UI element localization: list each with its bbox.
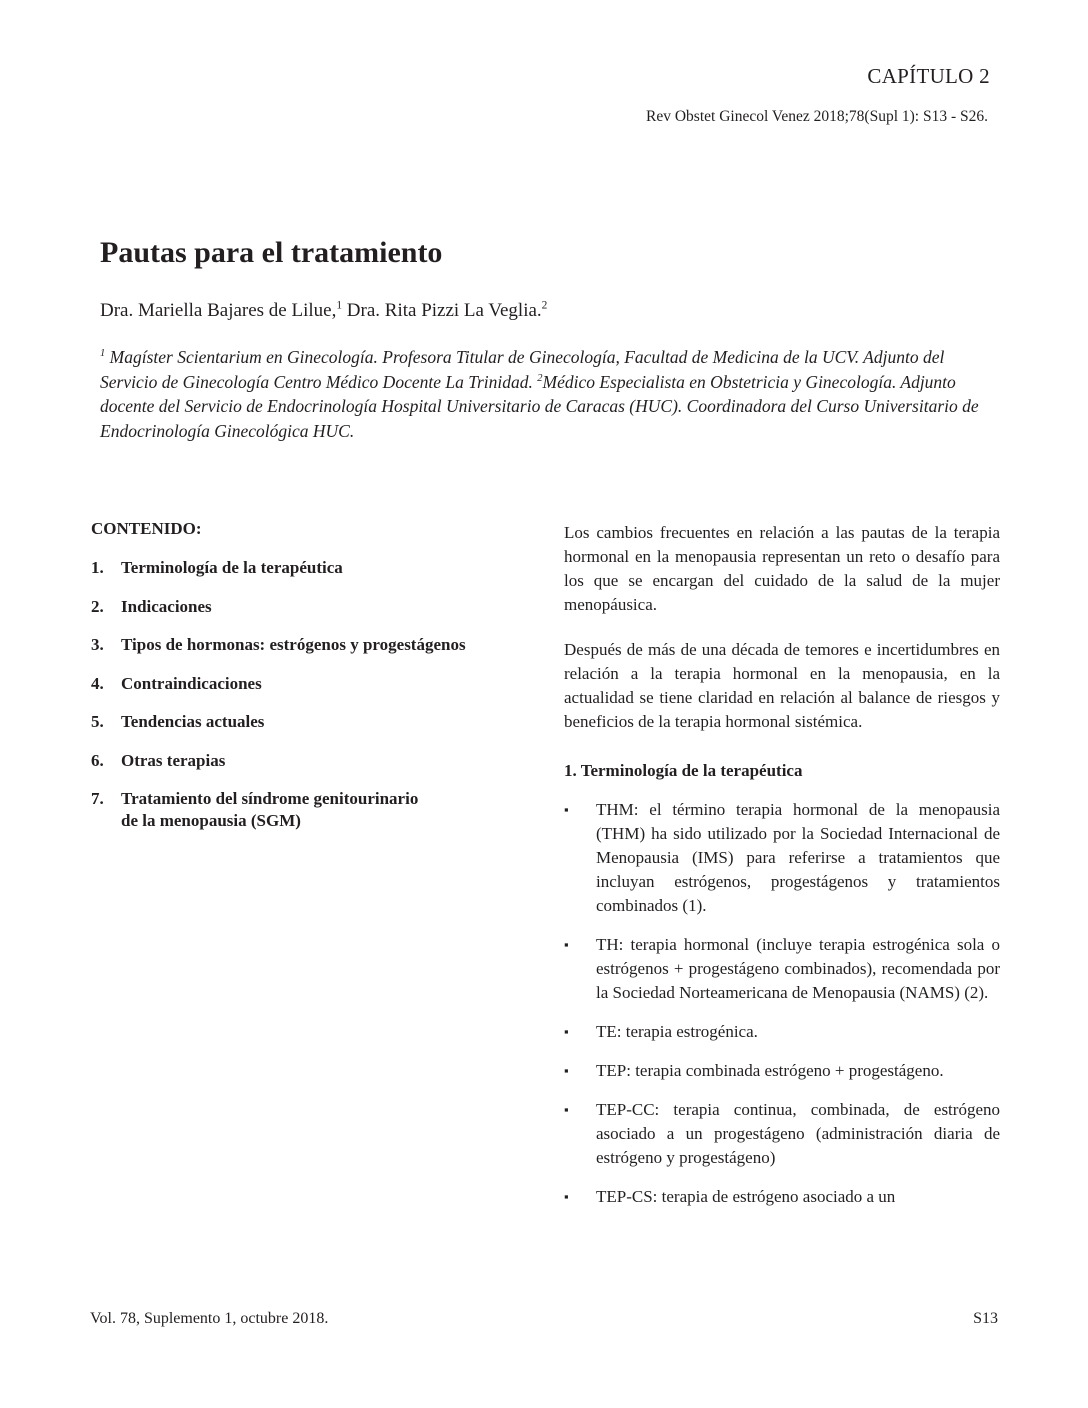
list-item-text: TE: terapia estrogénica. — [596, 1022, 758, 1041]
author-1: Dra. Mariella Bajares de Lilue, — [100, 300, 337, 321]
contents-item-number: 4. — [91, 673, 104, 693]
bullet-marker: ▪ — [564, 1102, 569, 1117]
bullet-marker: ▪ — [564, 1024, 569, 1039]
page-number: S13 — [973, 1310, 998, 1327]
bullet-marker: ▪ — [564, 1189, 569, 1204]
chapter-label: CAPÍTULO 2 — [867, 64, 990, 88]
list-item — [564, 1185, 1000, 1209]
affiliation-2-text: Médico Especialista en Obstetricia y Ginecología. Adjunto docente del Servicio de Endocrinología Hospital Universitario de Caracas (HUC). Coordinadora del Curso Universitario de Endocrinología Ginecológica HUC. — [100, 371, 979, 441]
list-item — [564, 1098, 1000, 1170]
section-heading: 1. Terminología de la terapéutica — [564, 761, 803, 780]
list-item-text: TEP: terapia combinada estrógeno + progestágeno. — [596, 1061, 944, 1080]
contents-item-number: 5. — [91, 712, 104, 731]
bullet-marker: ▪ — [564, 937, 569, 952]
contents-item-number: 3. — [91, 635, 104, 654]
contents-item — [91, 673, 531, 695]
contents-item-label: Otras terapias — [121, 750, 226, 770]
intro-paragraph-2: Después de más de una década de temores e incertidumbres en relación a la terapia hormonal en la menopausia, en la actualidad se tiene claridad en relación al balance de riesgos y beneficios de la terapia hormonal sistémica. — [564, 640, 1000, 731]
article-title: Pautas para el tratamiento — [100, 236, 443, 269]
list-item — [564, 933, 1000, 1005]
contents-item — [91, 596, 531, 618]
contents-item-number: 7. — [91, 789, 104, 808]
list-item-text: TEP-CC: terapia continua, combinada, de estrógeno asociado a un progestágeno (administración diaria de estrógeno y progestágeno) — [596, 1100, 1000, 1167]
author-1-affiliation-mark: 1 — [336, 299, 343, 312]
contents-item-label: Tendencias actuales — [121, 712, 265, 731]
contents-list — [91, 557, 531, 831]
contents-item-label: Tratamiento del síndrome genitourinario de la menopausia (SGM) — [121, 789, 419, 830]
contents-item — [91, 788, 531, 831]
list-item-text: TH: terapia hormonal (incluye terapia estrogénica sola o estrógenos + progestágeno combinados), recomendada por la Sociedad Norteamericana de Menopausia (NAMS) (2). — [596, 935, 1000, 1002]
affiliations — [100, 345, 992, 443]
contents-item-label: Terminología de la terapéutica — [121, 558, 343, 577]
contents-item — [91, 557, 531, 579]
footer-volume-info: Vol. 78, Suplemento 1, octubre 2018. — [90, 1310, 329, 1327]
list-item-text: THM: el término terapia hormonal de la menopausia (THM) ha sido utilizado por la Sociedad Internacional de Menopausia (IMS) para referirse a tratamientos que incluyan estrógenos, progestágenos y tratamientos combinados (1). — [596, 800, 1000, 915]
table-of-contents — [91, 519, 531, 848]
intro-paragraph-1: Los cambios frecuentes en relación a las pautas de la terapia hormonal en la menopausia representan un reto o desafío para los que se encargan del cuidado de la salud de la mujer menopáusica. — [564, 523, 1000, 614]
body-column — [564, 521, 1000, 1224]
contents-item — [91, 750, 531, 772]
author-2-affiliation-mark: 2 — [541, 299, 548, 312]
affiliation-1-text: Magíster Scientarium en Ginecología. Profesora Titular de Ginecología, Facultad de Medicina de la UCV. Adjunto del Servicio de Ginecología Centro Médico Docente La Trinidad. — [100, 347, 945, 392]
contents-item — [91, 711, 531, 733]
list-item — [564, 1020, 1000, 1044]
contents-item-number: 1. — [91, 558, 104, 577]
contents-item-number: 2. — [91, 596, 104, 616]
list-item — [564, 798, 1000, 918]
contents-item-number: 6. — [91, 750, 104, 770]
terminology-list — [564, 798, 1000, 1209]
author-line — [100, 300, 547, 322]
contents-item-label: Indicaciones — [121, 596, 212, 616]
list-item — [564, 1059, 1000, 1083]
contents-item-label: Tipos de hormonas: estrógenos y progestágenos — [121, 635, 466, 654]
affiliation-2-mark: 2 — [537, 372, 543, 384]
author-2: Dra. Rita Pizzi La Veglia. — [342, 300, 542, 321]
bullet-marker: ▪ — [564, 802, 569, 817]
bullet-marker: ▪ — [564, 1063, 569, 1078]
contents-heading: CONTENIDO: — [91, 519, 202, 538]
contents-item-label: Contraindicaciones — [121, 673, 262, 693]
journal-citation: Rev Obstet Ginecol Venez 2018;78(Supl 1): S13 - S26. — [646, 108, 988, 125]
contents-item — [91, 634, 531, 656]
affiliation-1-mark: 1 — [100, 348, 106, 360]
list-item-text: TEP-CS: terapia de estrógeno asociado a un — [596, 1187, 896, 1206]
